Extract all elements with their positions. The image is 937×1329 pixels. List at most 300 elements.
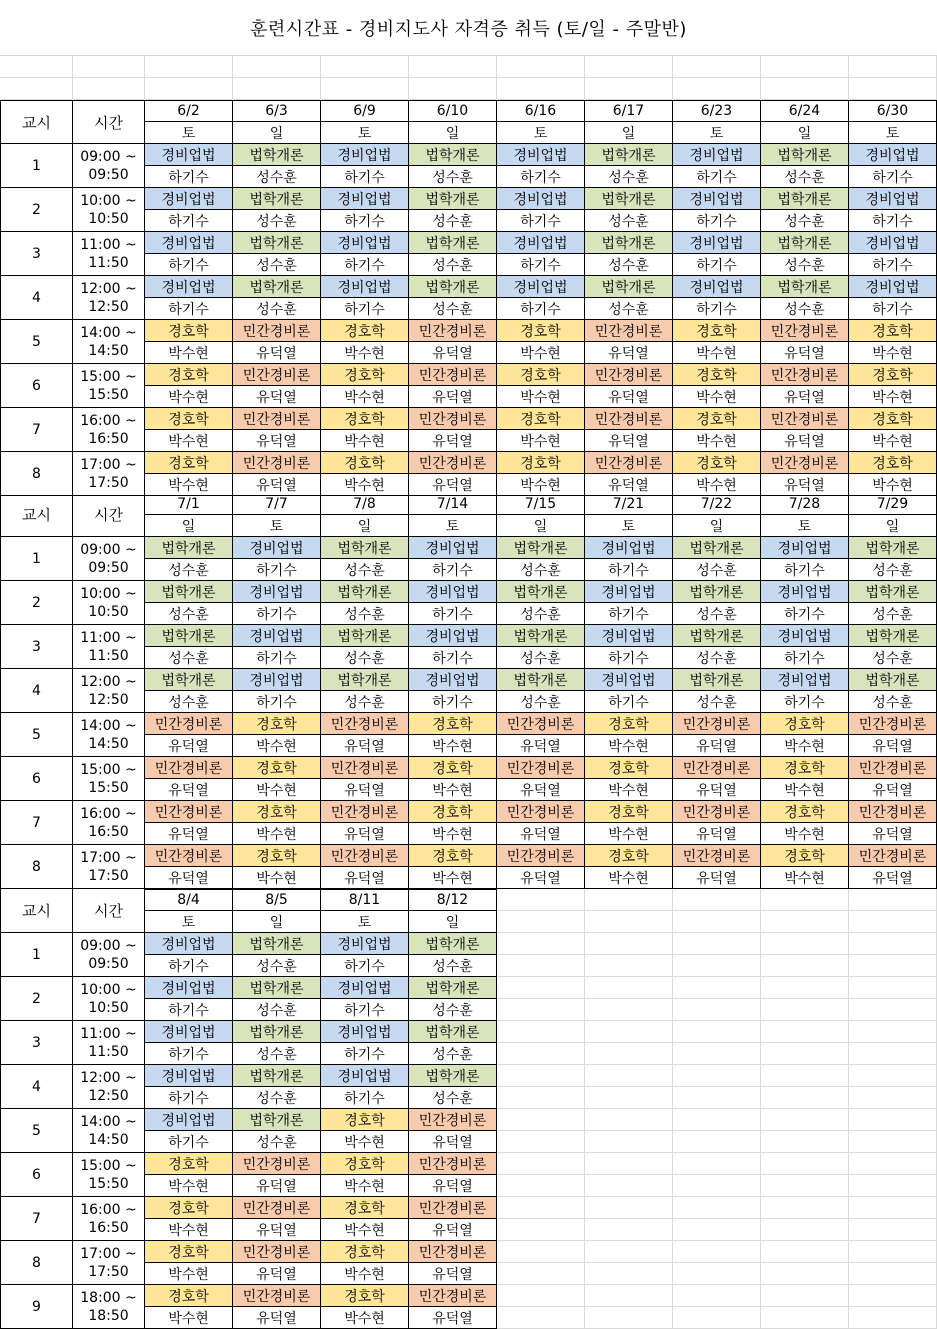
day-header: 토 (497, 122, 585, 144)
time-slot (73, 757, 145, 801)
subject-cell: 민간경비론 (233, 1241, 321, 1263)
empty-cell (497, 1197, 585, 1219)
instructor-cell: 박수현 (321, 342, 409, 364)
time-start: 15:00 ~ (80, 1157, 137, 1174)
instructor-cell: 하기수 (145, 1131, 233, 1153)
date-header: 6/30 (849, 100, 937, 122)
time-end: 17:50 (88, 474, 129, 491)
period-number: 4 (0, 276, 73, 320)
time-start: 16:00 ~ (80, 412, 137, 429)
subject-cell: 법학개론 (761, 276, 849, 298)
time-end: 17:50 (88, 867, 129, 884)
subject-cell: 경호학 (321, 1153, 409, 1175)
day-header: 토 (145, 122, 233, 144)
instructor-cell: 박수현 (849, 430, 937, 452)
instructor-cell: 박수현 (497, 474, 585, 496)
empty-cell (849, 933, 937, 955)
instructor-cell: 성수훈 (409, 955, 497, 977)
subject-cell: 경호학 (233, 801, 321, 823)
empty-cell (761, 977, 849, 999)
instructor-cell: 유덕열 (409, 1175, 497, 1197)
subject-cell: 경호학 (145, 320, 233, 342)
subject-cell: 경비업법 (497, 276, 585, 298)
subject-cell: 법학개론 (409, 188, 497, 210)
time-end: 09:50 (88, 166, 129, 183)
instructor-cell: 유덕열 (497, 823, 585, 845)
subject-cell: 경호학 (233, 713, 321, 735)
empty-cell (585, 1131, 673, 1153)
subject-cell: 경비업법 (673, 144, 761, 166)
instructor-cell: 유덕열 (233, 342, 321, 364)
subject-cell: 경비업법 (849, 188, 937, 210)
time-header: 시간 (73, 889, 145, 933)
date-header: 6/17 (585, 100, 673, 122)
time-end: 12:50 (88, 298, 129, 315)
period-number: 7 (0, 801, 73, 845)
subject-cell: 민간경비론 (233, 408, 321, 430)
instructor-cell: 성수훈 (849, 559, 937, 581)
subject-cell: 경비업법 (321, 977, 409, 999)
instructor-cell: 유덕열 (497, 735, 585, 757)
empty-cell (673, 1109, 761, 1131)
empty-cell (585, 933, 673, 955)
subject-cell: 민간경비론 (409, 320, 497, 342)
instructor-cell: 성수훈 (585, 166, 673, 188)
instructor-cell: 성수훈 (585, 298, 673, 320)
day-header: 토 (145, 911, 233, 933)
instructor-cell: 박수현 (761, 779, 849, 801)
subject-cell: 경호학 (497, 452, 585, 474)
time-end: 15:50 (88, 1175, 129, 1192)
subject-cell: 법학개론 (321, 581, 409, 603)
instructor-cell: 박수현 (233, 735, 321, 757)
instructor-cell: 박수현 (321, 430, 409, 452)
subject-cell: 민간경비론 (673, 713, 761, 735)
empty-cell (585, 1219, 673, 1241)
empty-cell (849, 1043, 937, 1065)
subject-cell: 민간경비론 (673, 801, 761, 823)
instructor-cell: 유덕열 (409, 342, 497, 364)
subject-cell: 경비업법 (321, 144, 409, 166)
subject-cell: 경호학 (409, 801, 497, 823)
subject-cell: 민간경비론 (409, 364, 497, 386)
empty-cell (73, 78, 145, 100)
subject-cell: 법학개론 (849, 669, 937, 691)
time-slot (73, 1065, 145, 1109)
time-end: 09:50 (88, 559, 129, 576)
date-header: 7/22 (673, 493, 761, 515)
empty-cell (585, 999, 673, 1021)
subject-cell: 경호학 (849, 320, 937, 342)
subject-cell: 민간경비론 (145, 757, 233, 779)
subject-cell: 경비업법 (409, 537, 497, 559)
subject-cell: 경호학 (849, 452, 937, 474)
instructor-cell: 성수훈 (849, 603, 937, 625)
instructor-cell: 박수현 (321, 1219, 409, 1241)
subject-cell: 경호학 (673, 408, 761, 430)
empty-cell (849, 999, 937, 1021)
subject-cell: 법학개론 (233, 144, 321, 166)
subject-cell: 경비업법 (409, 669, 497, 691)
empty-cell (849, 977, 937, 999)
empty-cell (761, 1285, 849, 1307)
time-end: 12:50 (88, 1087, 129, 1104)
date-header: 7/7 (233, 493, 321, 515)
empty-cell (761, 1021, 849, 1043)
instructor-cell: 성수훈 (849, 647, 937, 669)
period-number: 1 (0, 933, 73, 977)
instructor-cell: 성수훈 (497, 647, 585, 669)
subject-cell: 민간경비론 (233, 452, 321, 474)
subject-cell: 법학개론 (409, 144, 497, 166)
empty-cell (673, 1241, 761, 1263)
time-end: 14:50 (88, 1131, 129, 1148)
instructor-cell: 박수현 (673, 430, 761, 452)
time-end: 15:50 (88, 386, 129, 403)
instructor-cell: 유덕열 (321, 779, 409, 801)
subject-cell: 법학개론 (233, 933, 321, 955)
empty-cell (849, 1197, 937, 1219)
time-slot (73, 581, 145, 625)
date-header: 6/3 (233, 100, 321, 122)
time-end: 14:50 (88, 342, 129, 359)
subject-cell: 법학개론 (145, 625, 233, 647)
subject-cell: 경비업법 (585, 625, 673, 647)
empty-cell (673, 1219, 761, 1241)
subject-cell: 경비업법 (321, 933, 409, 955)
instructor-cell: 유덕열 (409, 1307, 497, 1329)
empty-cell (761, 1109, 849, 1131)
instructor-cell: 성수훈 (233, 1087, 321, 1109)
instructor-cell: 유덕열 (409, 1263, 497, 1285)
time-header: 시간 (73, 493, 145, 537)
instructor-cell: 유덕열 (233, 1175, 321, 1197)
instructor-cell: 하기수 (585, 647, 673, 669)
instructor-cell: 성수훈 (849, 691, 937, 713)
subject-cell: 경호학 (321, 408, 409, 430)
instructor-cell: 성수훈 (233, 955, 321, 977)
time-slot (73, 364, 145, 408)
instructor-cell: 성수훈 (761, 210, 849, 232)
subject-cell: 민간경비론 (409, 1285, 497, 1307)
subject-cell: 법학개론 (233, 1065, 321, 1087)
instructor-cell: 유덕열 (585, 342, 673, 364)
instructor-cell: 유덕열 (761, 430, 849, 452)
empty-cell (673, 1065, 761, 1087)
instructor-cell: 유덕열 (321, 823, 409, 845)
subject-cell: 경비업법 (321, 276, 409, 298)
instructor-cell: 박수현 (145, 1219, 233, 1241)
instructor-cell: 성수훈 (233, 1043, 321, 1065)
period-number: 7 (0, 1197, 73, 1241)
subject-cell: 민간경비론 (409, 1109, 497, 1131)
day-header: 일 (233, 122, 321, 144)
subject-cell: 법학개론 (849, 581, 937, 603)
instructor-cell: 유덕열 (849, 779, 937, 801)
instructor-cell: 하기수 (145, 955, 233, 977)
empty-cell (673, 977, 761, 999)
subject-cell: 법학개론 (497, 625, 585, 647)
period-number: 9 (0, 1285, 73, 1329)
instructor-cell: 유덕열 (673, 735, 761, 757)
instructor-cell: 성수훈 (321, 647, 409, 669)
empty-cell (673, 1153, 761, 1175)
subject-cell: 경호학 (145, 408, 233, 430)
subject-cell: 법학개론 (497, 537, 585, 559)
empty-cell (585, 911, 673, 933)
subject-cell: 경비업법 (497, 144, 585, 166)
instructor-cell: 하기수 (585, 691, 673, 713)
instructor-cell: 박수현 (321, 386, 409, 408)
instructor-cell: 하기수 (321, 999, 409, 1021)
instructor-cell: 성수훈 (321, 603, 409, 625)
empty-cell (497, 78, 585, 100)
empty-cell (673, 1021, 761, 1043)
instructor-cell: 하기수 (497, 210, 585, 232)
instructor-cell: 성수훈 (409, 999, 497, 1021)
subject-cell: 법학개론 (673, 537, 761, 559)
subject-cell: 경비업법 (585, 669, 673, 691)
subject-cell: 경호학 (233, 757, 321, 779)
period-header: 교시 (0, 493, 73, 537)
subject-cell: 경호학 (409, 757, 497, 779)
empty-cell (673, 1285, 761, 1307)
subject-cell: 경비업법 (145, 933, 233, 955)
instructor-cell: 유덕열 (145, 735, 233, 757)
empty-cell (761, 1241, 849, 1263)
subject-cell: 경비업법 (761, 669, 849, 691)
day-header: 토 (673, 122, 761, 144)
empty-cell (673, 955, 761, 977)
subject-cell: 민간경비론 (497, 713, 585, 735)
time-end: 15:50 (88, 779, 129, 796)
subject-cell: 민간경비론 (145, 845, 233, 867)
time-start: 12:00 ~ (80, 673, 137, 690)
subject-cell: 경비업법 (145, 188, 233, 210)
empty-cell (761, 1307, 849, 1329)
period-number: 2 (0, 977, 73, 1021)
subject-cell: 민간경비론 (585, 452, 673, 474)
empty-cell (849, 1307, 937, 1329)
subject-cell: 경호학 (321, 452, 409, 474)
day-header: 일 (233, 911, 321, 933)
empty-cell (673, 1043, 761, 1065)
subject-cell: 경호학 (321, 1109, 409, 1131)
day-header: 일 (761, 122, 849, 144)
subject-cell: 경비업법 (849, 276, 937, 298)
subject-cell: 경비업법 (233, 537, 321, 559)
empty-cell (585, 1197, 673, 1219)
time-end: 16:50 (88, 430, 129, 447)
subject-cell: 법학개론 (409, 1065, 497, 1087)
empty-cell (0, 56, 73, 78)
empty-cell (585, 56, 673, 78)
period-number: 6 (0, 1153, 73, 1197)
instructor-cell: 성수훈 (673, 647, 761, 669)
instructor-cell: 하기수 (145, 298, 233, 320)
instructor-cell: 하기수 (497, 166, 585, 188)
instructor-cell: 하기수 (673, 166, 761, 188)
instructor-cell: 하기수 (849, 298, 937, 320)
subject-cell: 경호학 (145, 1285, 233, 1307)
instructor-cell: 하기수 (585, 603, 673, 625)
instructor-cell: 하기수 (321, 955, 409, 977)
subject-cell: 법학개론 (585, 188, 673, 210)
instructor-cell: 박수현 (585, 823, 673, 845)
time-slot (73, 408, 145, 452)
instructor-cell: 성수훈 (761, 298, 849, 320)
empty-cell (497, 955, 585, 977)
subject-cell: 법학개론 (849, 537, 937, 559)
empty-cell (497, 56, 585, 78)
date-header: 6/24 (761, 100, 849, 122)
instructor-cell: 유덕열 (409, 474, 497, 496)
empty-cell (497, 1087, 585, 1109)
subject-cell: 법학개론 (673, 581, 761, 603)
instructor-cell: 성수훈 (145, 559, 233, 581)
empty-cell (497, 1021, 585, 1043)
instructor-cell: 하기수 (409, 559, 497, 581)
instructor-cell: 성수훈 (409, 298, 497, 320)
subject-cell: 경비업법 (585, 581, 673, 603)
subject-cell: 경호학 (673, 364, 761, 386)
subject-cell: 경호학 (585, 845, 673, 867)
subject-cell: 법학개론 (849, 625, 937, 647)
time-slot (73, 625, 145, 669)
empty-cell (849, 1219, 937, 1241)
instructor-cell: 박수현 (233, 779, 321, 801)
time-start: 10:00 ~ (80, 192, 137, 209)
subject-cell: 민간경비론 (673, 845, 761, 867)
subject-cell: 경비업법 (409, 581, 497, 603)
subject-cell: 경비업법 (145, 232, 233, 254)
empty-cell (497, 1263, 585, 1285)
date-header: 8/4 (145, 889, 233, 911)
empty-cell (849, 911, 937, 933)
empty-cell (233, 56, 321, 78)
empty-cell (145, 78, 233, 100)
date-header: 6/16 (497, 100, 585, 122)
instructor-cell: 유덕열 (497, 867, 585, 889)
time-end: 14:50 (88, 735, 129, 752)
empty-cell (585, 955, 673, 977)
empty-cell (497, 911, 585, 933)
subject-cell: 법학개론 (761, 232, 849, 254)
empty-cell (73, 56, 145, 78)
empty-cell (849, 1175, 937, 1197)
empty-cell (497, 889, 585, 911)
empty-cell (497, 999, 585, 1021)
empty-cell (673, 999, 761, 1021)
subject-cell: 민간경비론 (585, 408, 673, 430)
subject-cell: 법학개론 (673, 625, 761, 647)
instructor-cell: 유덕열 (321, 735, 409, 757)
instructor-cell: 박수현 (145, 1263, 233, 1285)
instructor-cell: 하기수 (321, 210, 409, 232)
time-start: 16:00 ~ (80, 1201, 137, 1218)
subject-cell: 경호학 (497, 364, 585, 386)
empty-cell (673, 889, 761, 911)
time-slot (73, 232, 145, 276)
subject-cell: 법학개론 (409, 977, 497, 999)
instructor-cell: 박수현 (673, 342, 761, 364)
time-slot (73, 1109, 145, 1153)
subject-cell: 법학개론 (145, 537, 233, 559)
time-start: 17:00 ~ (80, 456, 137, 473)
instructor-cell: 유덕열 (233, 1307, 321, 1329)
instructor-cell: 유덕열 (233, 474, 321, 496)
time-end: 10:50 (88, 999, 129, 1016)
time-start: 17:00 ~ (80, 1245, 137, 1262)
instructor-cell: 하기수 (321, 1043, 409, 1065)
time-start: 11:00 ~ (80, 629, 137, 646)
empty-cell (673, 1131, 761, 1153)
day-header: 일 (497, 515, 585, 537)
day-header: 일 (145, 515, 233, 537)
instructor-cell: 하기수 (409, 691, 497, 713)
empty-cell (849, 889, 937, 911)
empty-cell (761, 1175, 849, 1197)
subject-cell: 경호학 (321, 1241, 409, 1263)
subject-cell: 민간경비론 (849, 845, 937, 867)
instructor-cell: 성수훈 (585, 210, 673, 232)
subject-cell: 법학개론 (233, 1109, 321, 1131)
subject-cell: 경비업법 (585, 537, 673, 559)
subject-cell: 경비업법 (145, 1109, 233, 1131)
empty-cell (761, 1087, 849, 1109)
empty-cell (761, 1197, 849, 1219)
instructor-cell: 하기수 (761, 647, 849, 669)
instructor-cell: 박수현 (233, 823, 321, 845)
subject-cell: 민간경비론 (321, 713, 409, 735)
instructor-cell: 성수훈 (497, 691, 585, 713)
day-header: 일 (673, 515, 761, 537)
instructor-cell: 박수현 (673, 386, 761, 408)
instructor-cell: 하기수 (145, 1087, 233, 1109)
subject-cell: 법학개론 (409, 232, 497, 254)
instructor-cell: 성수훈 (233, 298, 321, 320)
empty-cell (673, 1197, 761, 1219)
instructor-cell: 성수훈 (497, 603, 585, 625)
period-number: 4 (0, 669, 73, 713)
instructor-cell: 박수현 (761, 735, 849, 757)
empty-cell (673, 78, 761, 100)
period-number: 5 (0, 713, 73, 757)
period-header: 교시 (0, 889, 73, 933)
instructor-cell: 유덕열 (585, 474, 673, 496)
empty-cell (497, 1065, 585, 1087)
empty-cell (585, 889, 673, 911)
instructor-cell: 박수현 (409, 779, 497, 801)
instructor-cell: 하기수 (849, 210, 937, 232)
empty-cell (849, 1021, 937, 1043)
time-slot (73, 320, 145, 364)
subject-cell: 경비업법 (145, 1065, 233, 1087)
empty-cell (849, 56, 937, 78)
instructor-cell: 박수현 (145, 1307, 233, 1329)
instructor-cell: 박수현 (409, 735, 497, 757)
subject-cell: 경비업법 (321, 1065, 409, 1087)
time-start: 11:00 ~ (80, 236, 137, 253)
empty-cell (673, 933, 761, 955)
time-start: 09:00 ~ (80, 541, 137, 558)
empty-cell (585, 1175, 673, 1197)
date-header: 8/12 (409, 889, 497, 911)
instructor-cell: 박수현 (321, 1307, 409, 1329)
subject-cell: 경호학 (145, 1197, 233, 1219)
instructor-cell: 하기수 (145, 254, 233, 276)
empty-cell (673, 1175, 761, 1197)
